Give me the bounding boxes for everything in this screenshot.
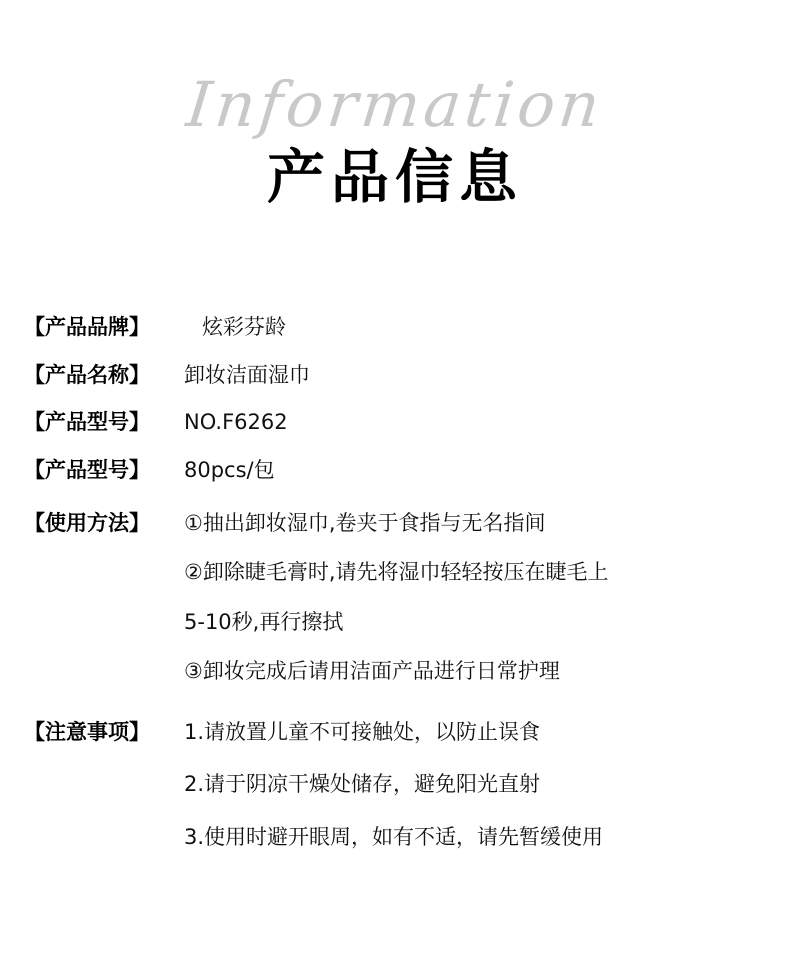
info-row [24,407,766,439]
info-label-brand: 【产品品牌】 [24,315,150,339]
info-row-usage [24,508,766,687]
info-value-model: NO.F6262 [184,410,288,434]
decorative-script-title: Information [183,68,607,141]
info-label-usage: 【使用方法】 [24,511,150,535]
info-value-quantity: 80pcs/包 [184,457,275,482]
info-value-usage [174,508,766,687]
info-label-quantity: 【产品型号】 [24,457,150,482]
info-label-notice: 【注意事项】 [24,719,150,744]
info-label-name: 【产品名称】 [24,362,150,387]
usage-line: 5-10秒,再行擦拭 [184,609,344,634]
usage-line: ②卸除睫毛膏时,请先将湿巾轻轻按压在睫毛上 [184,560,609,585]
info-value-name: 卸妆洁面湿巾 [184,362,310,387]
info-value-brand: 炫彩芬龄 [202,315,286,339]
notice-line: 3.使用时避开眼周，如有不适，请先暂缓使用 [184,824,604,849]
notice-line: 1.请放置儿童不可接触处，以防止误食 [184,719,541,744]
info-row-notice [24,717,766,852]
info-row [24,312,766,344]
page-title: 产品信息 [266,143,523,211]
product-information-list [24,312,766,868]
info-label-model: 【产品型号】 [24,410,150,434]
info-row [24,360,766,392]
page-header [0,0,790,260]
notice-line: 2.请于阴凉干燥处储存，避免阳光直射 [184,772,541,797]
usage-line: ①抽出卸妆湿巾,卷夹于食指与无名指间 [184,511,546,535]
usage-line: ③卸妆完成后请用洁面产品进行日常护理 [184,659,560,684]
info-value-notice [174,717,766,852]
info-row [24,455,766,487]
